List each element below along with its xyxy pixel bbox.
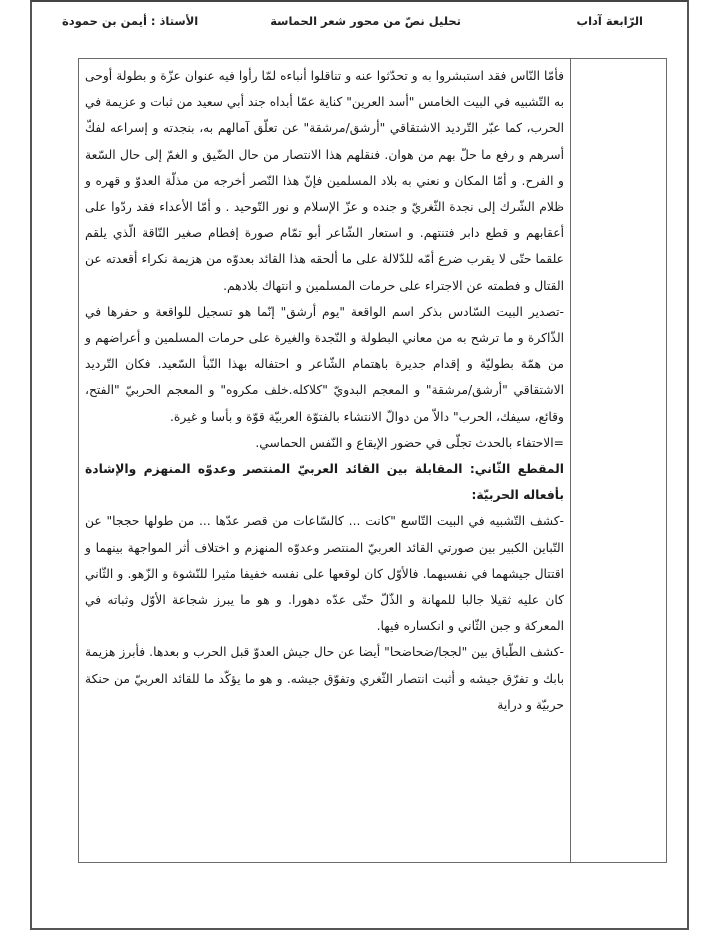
analysis-text-column [79,59,570,862]
analysis-paragraph-2: -تصدير البيت السّادس بذكر اسم الواقعة "يوم أرشق" إنّما هو تسجيل للواقعة و حفرها في الذّاكرة و ما ترشح به من معاني البطولة و النّجدة والغيرة على حرمات المسلمين و أعراضهم و من همّة بطوليّة و إقدام جديرة باهتمام الشّاعر و احتفاله بهذا النّبأ السّعيد. فكان التّرديد الاشتقاقي "أرشق/مرشقة" و المعجم البدويّ "كلاكله.خلف مكروه" و المعجم الحربيّ "الفتح، وقائع، سيفك، الحرب" دالاّ من دوالّ الانتشاء بالفتوّة العربيّة قوّة و بأسا و غيرة. [85,304,564,424]
page-header [32,14,687,34]
class-label: الرّابعة آداب [576,14,643,28]
lesson-title: تحليل نصّ من محور شعر الحماسة [270,14,461,28]
teacher-name: الأستاذ : أيمن بن حمودة [62,14,199,28]
content-table [78,58,667,863]
side-column [570,59,666,862]
analysis-paragraph-4: -كشف الطّباق بين "لججا/ضحاضحا" أيضا عن حال جيش العدوّ قبل الحرب و بعدها. فأبرز هزيمة بابك و تفرّق جيشه و أثبت انتصار الثّغري وتفوّق جيشه. و هو ما يؤكّد ما للقائد العربيّ من حنكة حربيّة و دراية [85,645,564,712]
analysis-paragraph-1: فأمّا النّاس فقد استبشروا به و تحدّثوا عنه و تناقلوا أنباءه لمّا رأوا فيه عنوان عزّة و بطولة أوحى به التّشبيه في البيت الخامس "أسد العرين" كناية عمّا أبداه جند أبي سعيد من ثبات و عزيمة في الحرب، كما عبّر التّرديد الاشتقاقي "أرشق/مرشقة" عن تعلّق آمالهم به، بنجدته و إسراعه لفكّ أسرهم و رفع ما حلّ بهم من هوان. فنقلهم هذا الانتصار من حال الضّيق و الغمّ إلى حال السّعة و الفرح. و أمّا المكان و نعني به بلاد المسلمين فإنّ هذا النّصر أخرجه من مذلّة العدوّ و قهره و ظلام الشّرك إلى نجدة الثّغريّ و جنده و عزّ الإسلام و نور التّوحيد . و أمّا الأعداء فقد ردّوا على أعقابهم و قطع دابر فتنتهم. و استعار الشّاعر أبو تمّام صورة إفطام صغير النّاقة الّذي يلقم علقما حتّى لا يقرب ضرع أمّه للدّلالة على ما ألحقه هذا القائد بعدوّه من هزيمة نكراء أقعدته عن القتال و فطمته عن الاجتراء على حرمات المسلمين و انتهاك بلادهم. [85,69,564,293]
conclusion-line: =الاحتفاء بالحدث تجلّى في حضور الإيقاع و النّفس الحماسي. [255,435,564,450]
section-heading: المقطع الثّاني: المقابلة بين القائد العربيّ المنتصر وعدوّه المنهزم والإشادة بأفعاله الحربيّة: [85,462,564,503]
page-frame [30,0,689,930]
analysis-paragraph-3: -كشف التّشبيه في البيت التّاسع "كانت ... كالسّاعات من قصر عدّها ... من طولها حججا" عن التّباين الكبير بين صورتي القائد العربيّ المنتصر وعدوّه المنهزم و اختلاف أثر المواجهة بينهما و اقتتال جيشهما في نفسيهما. فالأوّل كان لوقعها على نفسه خفيفا مثيرا للنّشوة و الزّهو. و الثّاني كان عليه ثقيلا جالبا للمهانة و الذّلّ حتّى عدّه دهورا. و هو ما يبرز شجاعة الأوّل وثباته في المعركة و جبن الثّاني و انكساره فيها. [85,514,564,634]
